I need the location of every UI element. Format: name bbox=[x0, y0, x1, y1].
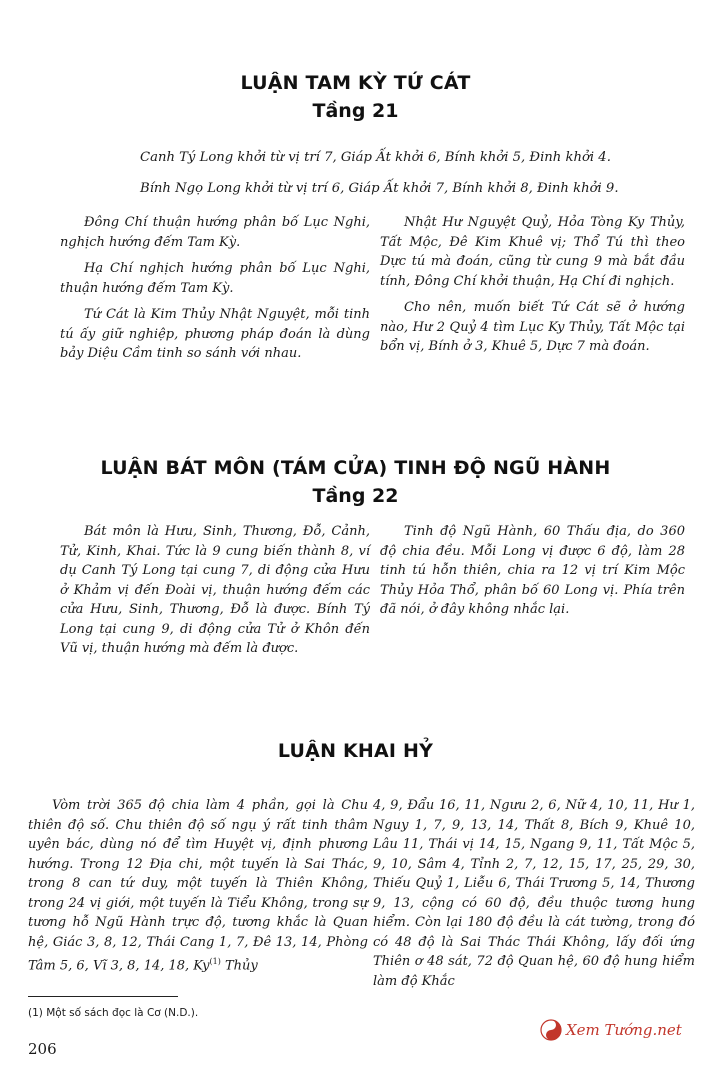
footnote-divider bbox=[28, 996, 178, 997]
section-1-left-column bbox=[60, 213, 370, 371]
section-2-subtitle: Tầng 22 bbox=[312, 485, 399, 507]
section-3-left-column bbox=[28, 796, 368, 976]
paragraph: Cho nên, muốn biết Tứ Cát sẽ ở hướng nào, Hư 2 Quỷ 4 tìm Lục Ky Thủy, Tất Mộc tại bổn vị, Bính ở 3, Khuê 5, Dực 7 mà đoán. bbox=[380, 300, 685, 354]
section-1-title: LUẬN TAM KỲ TỨ CÁT bbox=[240, 72, 471, 94]
section-3-right-column bbox=[373, 796, 695, 991]
intro-line: Bính Ngọ Long khởi từ vị trí 6, Giáp Ất khởi 7, Bính khởi 8, Đinh khởi 9. bbox=[140, 181, 619, 196]
section-1-heading bbox=[0, 72, 711, 122]
paragraph: Tứ Cát là Kim Thủy Nhật Nguyệt, mỗi tinh tú ấy giữ nghiệp, phương pháp đoán là dùng bảy Diệu Cầm tinh so sánh với nhau. bbox=[60, 307, 370, 361]
watermark-text: Xem Tướng.net bbox=[566, 1021, 682, 1039]
section-2-right-column bbox=[380, 522, 685, 620]
paragraph: Tinh độ Ngũ Hành, 60 Thấu địa, do 360 độ chia đều. Mỗi Long vị được 6 độ, làm 28 tinh tú hỗn thiên, chia ra 12 vị trí Kim Mộc Thủy Hỏa Thổ, phân bố 60 Long vị. Phía trên đã nói, ở đây không nhắc lại. bbox=[380, 524, 685, 617]
section-2-left-column bbox=[60, 522, 370, 659]
paragraph-text-end: Thủy bbox=[220, 958, 258, 974]
yin-yang-icon bbox=[540, 1019, 562, 1041]
footnote: (1) Một số sách đọc là Cơ (N.D.). bbox=[28, 1007, 199, 1019]
page-number: 206 bbox=[28, 1040, 57, 1058]
paragraph: Hạ Chí nghịch hướng phân bố Lục Nghi, thuận hướng đếm Tam Kỳ. bbox=[60, 261, 370, 296]
section-3-heading bbox=[0, 740, 711, 762]
paragraph: Đông Chí thuận hướng phân bố Lục Nghi, nghịch hướng đếm Tam Kỳ. bbox=[60, 215, 370, 250]
section-3-title: LUẬN KHAI HỶ bbox=[277, 740, 434, 762]
footnote-marker: (1) bbox=[209, 957, 221, 966]
paragraph-text: Vòm trời 365 độ chia làm 4 phần, gọi là Chu thiên độ số. Chu thiên độ số ngụ ý rất tinh thâm uyên bác, dùng nó để tìm Huyệt vị, định phương hướng. Trong 12 Địa chi, một tuyến là Sai Thác, trong 8 can tứ duy, một tuyến là Thiên Không, trong 24 vị giới, một tuyến là Tiểu Không, trong sự tương hỗ Ngũ Hành trực độ, tương khắc là Quan hệ, Giác 3, 8, 12, Thái Cang 1, 7, Đê 13, 14, Phòng Tâm 5, 6, Vĩ 3, 8, 14, 18, Ky bbox=[28, 798, 368, 974]
paragraph: Nhật Hư Nguyệt Quỷ, Hỏa Tòng Ky Thủy, Tất Mộc, Đê Kim Khuê vị; Thổ Tú thì theo Dực tú mà đoán, cũng từ cung 9 mà bắt đầu tính, Đông Chí khởi thuận, Hạ Chí đi nghịch. bbox=[380, 215, 685, 289]
section-1-right-column bbox=[380, 213, 685, 364]
paragraph: 4, 9, Đẩu 16, 11, Ngưu 2, 6, Nữ 4, 10, 11, Hư 1, Nguy 1, 7, 9, 13, 14, Thất 8, Bích 9, Khuê 10, Lâu 11, Thái vị 14, 15, Ngang 9, 11, Tất Mộc 5, 9, 10, Sâm 4, Tỉnh 2, 7, 12, 15, 17, 25, 29, 30, Thiếu Quỷ 1, Liễu 6, Thái Trương 5, 14, Thương 9, 13, cộng có 60 độ, đều thuộc tương hung hiểm. Còn lại 180 độ đều là cát tường, trong đó có 48 độ là Sai Thác Thái Không, lấy đối ứng Thiên ơ 48 sát, 72 độ Quan hệ, 60 độ hung hiểm làm độ Khắc bbox=[373, 798, 695, 989]
paragraph bbox=[28, 796, 368, 976]
section-2-heading bbox=[0, 457, 711, 507]
intro-line: Canh Tý Long khởi từ vị trí 7, Giáp Ất khởi 6, Bính khởi 5, Đinh khởi 4. bbox=[140, 150, 611, 165]
paragraph: Bát môn là Hưu, Sinh, Thương, Đỗ, Cảnh, Tử, Kinh, Khai. Tức là 9 cung biến thành 8, ví dụ Canh Tý Long tại cung 7, di động cửa Hưu ở Khảm vị đến Đoài vị, thuận hướng đếm các cửa Hưu, Sinh, Thương, Đỗ là được. Bính Tý Long tại cung 9, di động cửa Tử ở Khôn đến Vũ vị, thuận hướng mà đếm là được. bbox=[60, 524, 370, 656]
section-1-subtitle: Tầng 21 bbox=[312, 100, 399, 122]
section-1-intro bbox=[140, 150, 680, 212]
section-2-title: LUẬN BÁT MÔN (TÁM CỬA) TINH ĐỘ NGŨ HÀNH bbox=[100, 457, 611, 479]
watermark bbox=[540, 1016, 705, 1044]
